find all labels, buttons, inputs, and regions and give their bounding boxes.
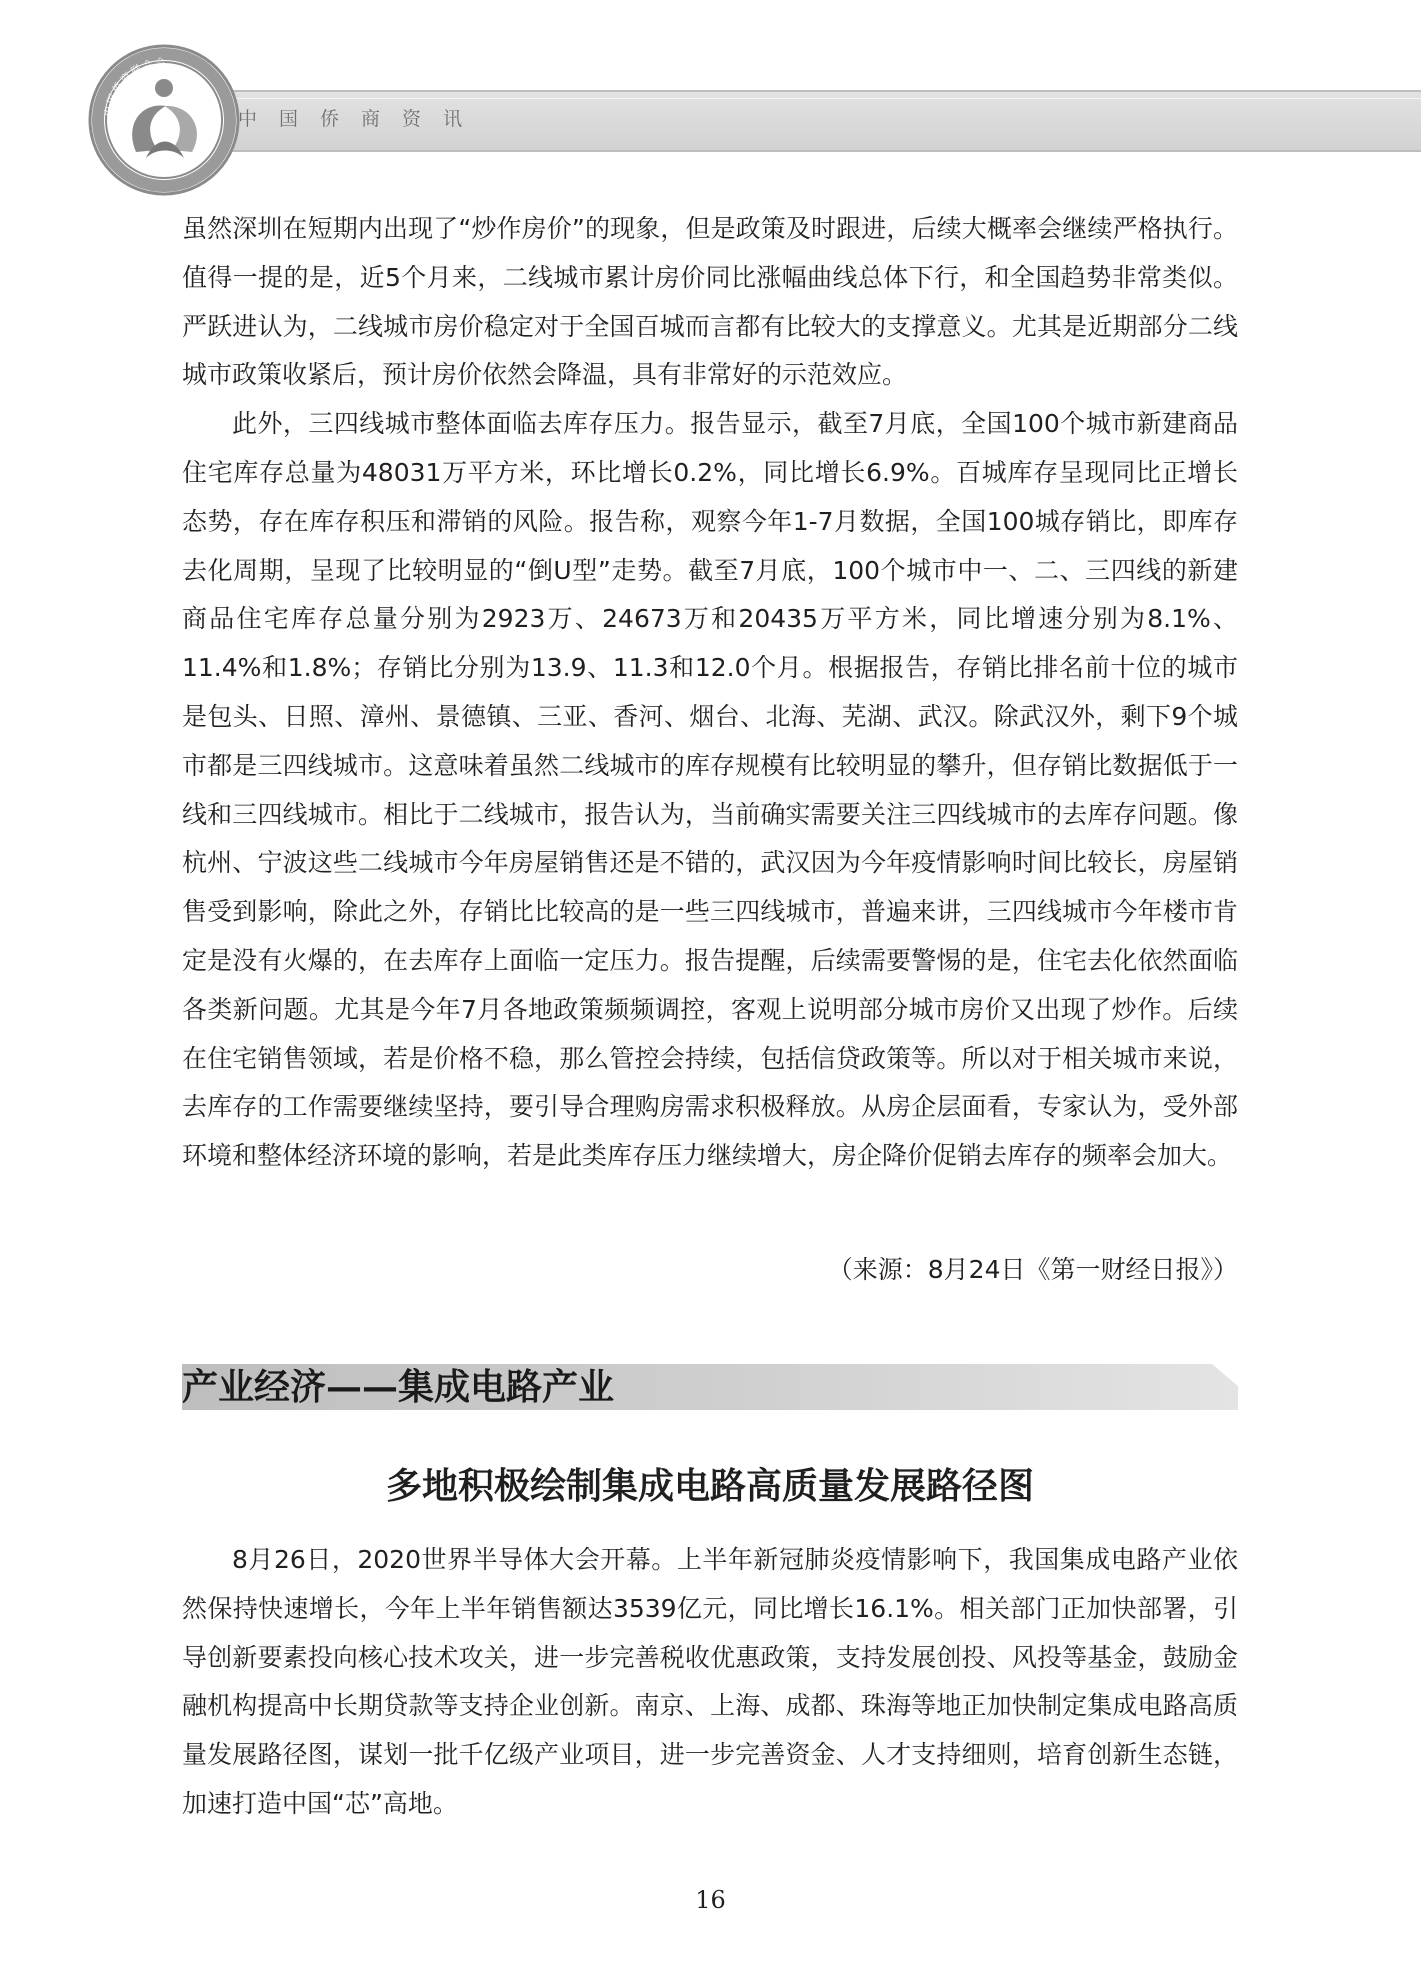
logo-text: 中国侨商联合会	[103, 57, 168, 118]
article-title: 多地积极绘制集成电路高质量发展路径图	[385, 1466, 1034, 1507]
source-citation: （来源：8月24日《第一财经日报》）	[827, 1255, 1238, 1284]
paragraph: 此外，三四线城市整体面临去库存压力。报告显示，截至7月底，全国100个城市新建商品住宅库存总量为48031万平方米，环比增长0.2%，同比增长6.9%。百城库存呈现同比正增长态势，存在库存积压和滞销的风险。报告称，观察今年1-7月数据，全国100城存销比，即库存去化周期，呈现了比较明显的“倒U型”走势。截至7月底，100个城市中一、二、三四线的新建商品住宅库存总量分别为2923万、24673万和20435万平方米，同比增速分别为8.1%、11.4%和1.8%；存销比分别为13.9、11.3和12.0个月。根据报告，存销比排名前十位的城市是包头、日照、漳州、景德镇、三亚、香河、烟台、北海、芜湖、武汉。除武汉外，剩下9个城市都是三四线城市。这意味着虽然二线城市的库存规模有比较明显的攀升，但存销比数据低于一线和三四线城市。相比于二线城市，报告认为，当前确实需要关注三四线城市的去库存问题。像杭州、宁波这些二线城市今年房屋销售还是不错的，武汉因为今年疫情影响时间比较长，房屋销售受到影响，除此之外，存销比比较高的是一些三四线城市，普遍来讲，三四线城市今年楼市肯定是没有火爆的，在去库存上面临一定压力。报告提醒，后续需要警惕的是，住宅去化依然面临各类新问题。尤其是今年7月各地政策频频调控，客观上说明部分城市房价又出现了炒作。后续在住宅销售领域，若是价格不稳，那么管控会持续，包括信贷政策等。所以对于相关城市来说，去库存的工作需要继续坚持，要引导合理购房需求积极释放。从房企层面看，专家认为，受外部环境和整体经济环境的影响，若是此类库存压力继续增大，房企降价促销去库存的频率会加大。	[182, 409, 1238, 1171]
paragraph: 虽然深圳在短期内出现了“炒作房价”的现象，但是政策及时跟进，后续大概率会继续严格执行。值得一提的是，近5个月来，二线城市累计房价同比涨幅曲线总体下行，和全国趋势非常类似。严跃进认为，二线城市房价稳定对于全国百城而言都有比较大的支撑意义。尤其是近期部分二线城市政策收紧后，预计房价依然会降温，具有非常好的示范效应。	[182, 214, 1238, 390]
page-number: 16	[695, 1886, 726, 1914]
logo-emblem-icon	[84, 40, 244, 200]
section-heading: 产业经济——集成电路产业	[182, 1366, 615, 1408]
header-title: 中国侨商资讯	[238, 108, 485, 130]
article-body-top	[182, 205, 1238, 1181]
article-body	[182, 1536, 1238, 1829]
paragraph: 8月26日，2020世界半导体大会开幕。上半年新冠肺炎疫情影响下，我国集成电路产业依然保持快速增长，今年上半年销售额达3539亿元，同比增长16.1%。相关部门正加快部署，引导创新要素投向核心技术攻关，进一步完善税收优惠政策，支持发展创投、风投等基金，鼓励金融机构提高中长期贷款等支持企业创新。南京、上海、成都、珠海等地正加快制定集成电路高质量发展路径图，谋划一批千亿级产业项目，进一步完善资金、人才支持细则，培育创新生态链，加速打造中国“芯”高地。	[182, 1545, 1238, 1818]
